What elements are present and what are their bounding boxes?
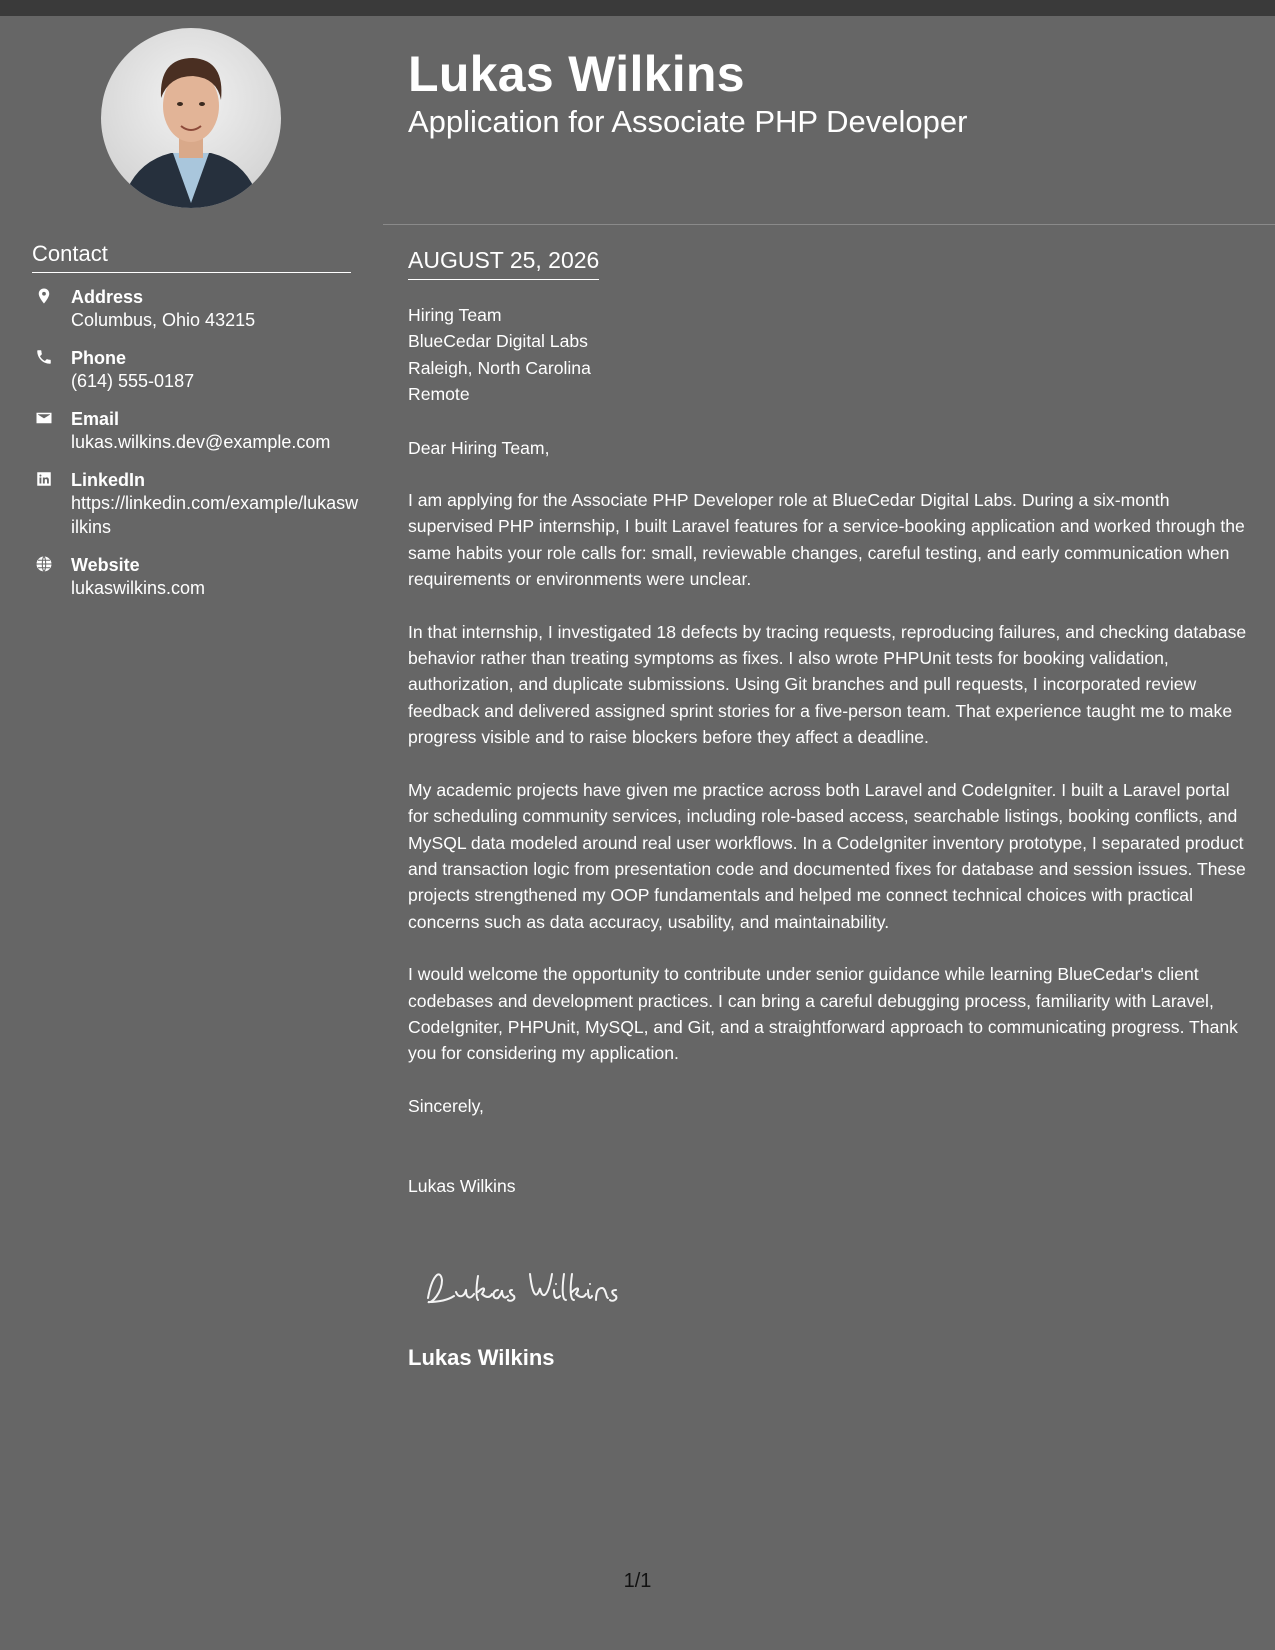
email-label: Email (71, 409, 120, 429)
address-value: Columbus, Ohio 43215 (71, 310, 256, 330)
footer-name: Lukas Wilkins (408, 1345, 555, 1370)
contact-heading: Contact (32, 241, 351, 273)
contact-item-address (32, 286, 362, 332)
recipient-line: Raleigh, North Carolina (408, 357, 591, 378)
linkedin-icon (35, 470, 53, 488)
website-value[interactable]: lukaswilkins.com (71, 578, 206, 598)
recipient-line: BlueCedar Digital Labs (408, 331, 588, 352)
letter-paragraph: In that internship, I investigated 18 defects by tracing requests, reproducing failures, and checking database behavior rather than treating symptoms as fixes. I also wrote PHPUnit tests for booking validation, authorization, and duplicate submissions. Using Git branches and pull requests, I incorporated review feedback and delivered assigned sprint stories for a five-person team. That experience taught me to make progress visible and to raise blockers before they affect a deadline. (408, 621, 1247, 748)
recipient-line: Remote (408, 384, 470, 405)
letter-paragraph: I would welcome the opportunity to contribute under senior guidance while learning BlueCedar's client codebases and development practices. I can bring a careful debugging process, familiarity with Laravel, CodeIgniter, PHPUnit, MySQL, and Git, and a straightforward approach to communicating progress. Thank you for considering my application. (408, 964, 1238, 1064)
envelope-icon (35, 409, 53, 427)
contact-item-phone (32, 347, 362, 393)
salutation: Dear Hiring Team, (408, 437, 550, 458)
address-label: Address (71, 287, 144, 307)
signer-name: Lukas Wilkins (408, 1176, 516, 1197)
header-divider (383, 224, 1275, 225)
top-bar (0, 0, 1275, 16)
handwritten-signature (420, 1258, 660, 1318)
letter-date: AUGUST 25, 2026 (408, 245, 599, 280)
recipient-line: Hiring Team (408, 305, 502, 325)
linkedin-label: LinkedIn (71, 470, 146, 490)
globe-icon (35, 555, 53, 573)
avatar (101, 28, 281, 208)
application-subtitle: Application for Associate PHP Developer (408, 104, 968, 139)
contact-list (32, 286, 362, 615)
contact-item-email (32, 408, 362, 454)
closing: Sincerely, (408, 1095, 484, 1116)
email-value[interactable]: lukas.wilkins.dev@example.com (71, 432, 331, 452)
applicant-name: Lukas Wilkins (408, 46, 745, 102)
profile-photo (101, 28, 281, 208)
linkedin-value[interactable]: https://linkedin.com/example/lukaswilkins (71, 493, 359, 537)
contact-item-linkedin (32, 469, 362, 539)
recipient-address (408, 302, 1248, 408)
map-pin-icon (35, 287, 53, 305)
phone-label: Phone (71, 348, 127, 368)
letter-paragraph: My academic projects have given me practice across both Laravel and CodeIgniter. I built a Laravel portal for scheduling community services, including role-based access, searchable listings, booking conflicts, and MySQL data modeled around real user workflows. In a CodeIgniter inventory prototype, I separated product and transaction logic from presentation code and documented fixes for database and session issues. These projects strengthened my OOP fundamentals and helped me connect technical choices with practical concerns such as data accuracy, usability, and maintainability. (408, 779, 1246, 932)
page-number: 1/1 (623, 1570, 652, 1592)
contact-item-website (32, 554, 362, 600)
letter-body (408, 302, 1248, 1200)
phone-icon (35, 348, 53, 366)
letter-paragraph: I am applying for the Associate PHP Developer role at BlueCedar Digital Labs. During a six-month supervised PHP internship, I built Laravel features for a service-booking application and worked through the same habits your role calls for: small, reviewable changes, careful testing, and early communication when requirements or environments were unclear. (408, 490, 1245, 590)
phone-value: (614) 555-0187 (71, 371, 195, 391)
website-label: Website (71, 555, 140, 575)
